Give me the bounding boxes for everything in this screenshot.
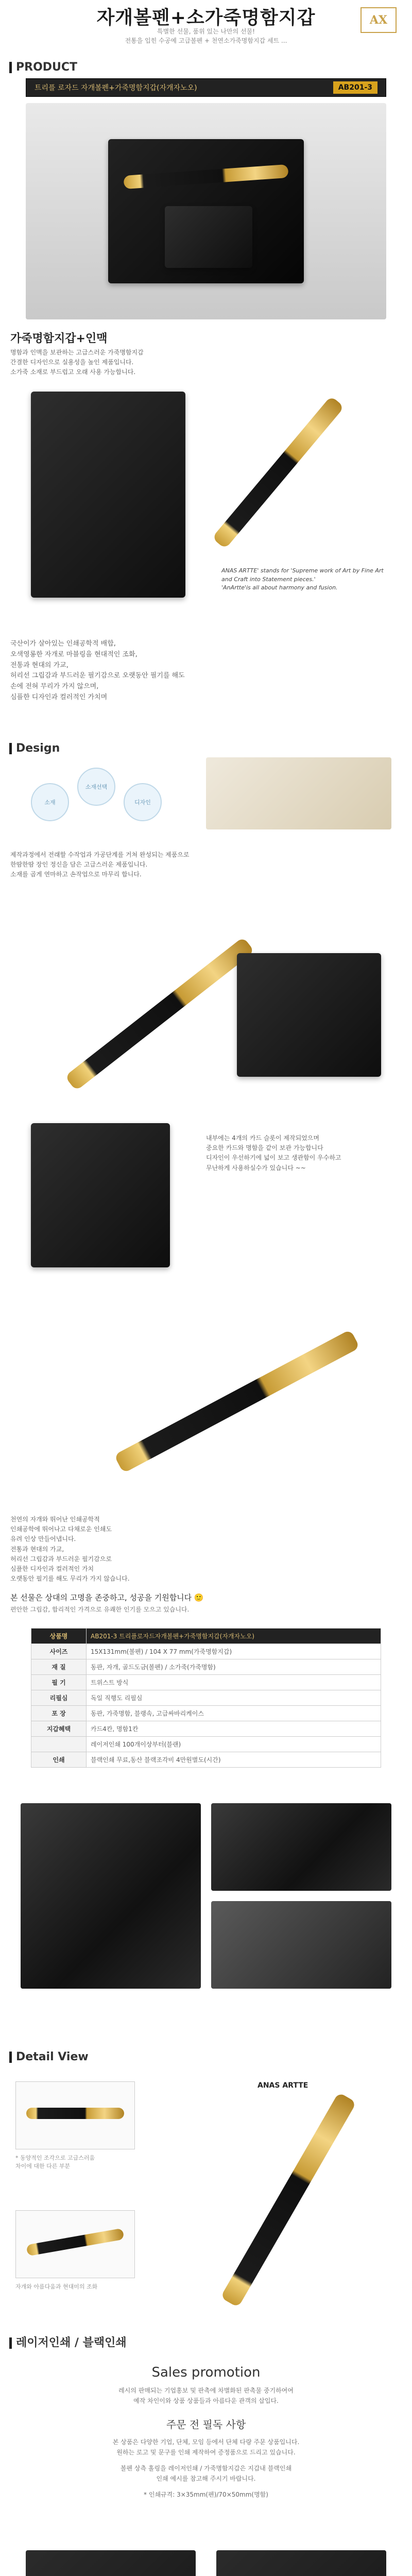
detail-pen-large [220,2092,357,2308]
spec-key: 리필심 [31,1690,87,1706]
intro-line: 오색영롱한 자개로 마블링을 현대적인 조화, [10,650,138,658]
notice [10,1592,402,1614]
subtitle-line-2: 전통을 입힌 수공예 고급볼펜 + 천연소가죽명함지갑 세트 ... [125,37,287,44]
mid-text-line: 심플한 디자인과 컬러적인 가치 [10,1565,94,1572]
design-text-line: 한땀한땀 장인 정신을 담은 고급스러운 제품입니다. [10,861,148,869]
mid-text-line: 허리선 그립감과 부드러운 필기감으로 [10,1555,112,1563]
mid-text-line: 천연의 자개와 뛰어난 인쇄공학적 [10,1516,100,1523]
wallet-photo [31,392,185,598]
spec-value: 카드4칸, 명함1칸 [87,1721,381,1737]
notice-sub: 편안한 그립감, 합리적인 가격으로 유쾌한 인기를 모으고 있습니다. [10,1606,190,1613]
item-name: 가죽명함지갑+인맥 [10,332,108,345]
detail-pen-2 [26,2228,125,2257]
spec-row [31,1721,381,1737]
detail-brand-mark: ANAS ARTTE [258,2081,308,2090]
detail-note-line: 차이에 대한 다른 부분 [15,2163,71,2170]
brand-caption-line: 'AnArtte'is all about harmony and fusion. [221,584,338,591]
header [0,0,412,57]
item-desc-line: 간결한 디자인으로 실용성을 높인 제품입니다. [10,359,134,366]
must-line: 인쇄 예시를 참고해 주시기 바랍니다. [156,2475,256,2483]
promo-lines [0,2385,412,2406]
detail-section-heading [9,2050,89,2063]
engrave-sample-right [216,2550,386,2576]
spec-key: 상품명 [31,1629,87,1644]
brand-caption-line: ANAS ARTTE' stands for 'Supreme work of Art by Fine Art [221,567,384,574]
promo-line: 예작 차인이와 상품 상품들과 아름다운 관객의 삽입다. [133,2397,279,2405]
page-title: 자개볼펜+소가죽명함지갑 [96,7,316,28]
spec-row [31,1706,381,1721]
must-line: 볼펜 상측 홀링을 레이저인쇄 / 가죽명함지갑은 지갑내 블랙인쇄 [120,2464,292,2472]
intro-line: 손에 전혀 무리가 가지 않으며, [10,683,99,691]
product-section-heading [9,61,77,74]
mid-text-1 [206,1133,391,1173]
intro-text [10,639,402,703]
spec-key: 재 질 [31,1659,87,1675]
pen-photo [212,396,344,549]
promo-line: 레시의 판매되는 기업홍보 및 판촉에 차별화된 판촉물 중기하여여 [118,2387,294,2394]
mid-text-line: 전통과 현대의 가교, [10,1545,64,1553]
mid-text-line: 유려 인상 만들어냅니다. [10,1535,76,1543]
spacer [0,2458,412,2463]
spec-value: 블랙인쇄 무료,동산 블랙조각비 4만원별도(시간) [87,1752,381,1768]
spec-value: 독일 직행도 리필심 [87,1690,381,1706]
product-code-badge: AB201-3 [333,81,377,94]
wallet-closed [31,1123,170,1267]
detail-box-2 [15,2210,135,2278]
mid-text-line: 무난하게 사용하실수가 있습니다 ~~ [206,1164,306,1172]
design-circle-1: 소재 [31,783,69,821]
pen-closeup [65,937,255,1091]
design-text [10,850,402,880]
spec-table [31,1628,381,1768]
spec-row [31,1737,381,1752]
item-desc [10,348,402,378]
spec-value: 동판, 자개, 골드도금(볼펜) / 소가죽(가죽명함) [87,1659,381,1675]
detail-pen-1 [26,2108,124,2119]
spec-row [31,1644,381,1659]
heading-bar [9,62,12,73]
design-photo [206,757,391,829]
detail-note-line: * 동양적인 조각으로 고급스러움 [15,2155,95,2161]
design-text-line: 소재를 곱게 연마하고 손작업으로 마무리 합니다. [10,871,142,878]
engrave-sample-left [26,2550,196,2576]
intro-line: 허리선 그립감과 부드러운 필기감으로 오랫동안 필기를 해도 [10,672,185,680]
pen-large [114,1329,360,1473]
must-read-title: 주문 전 필독 사항 [166,2418,246,2431]
spec-key: 지갑혜택 [31,1721,87,1737]
spec-key: 포 장 [31,1706,87,1721]
collage-photo-1 [21,1803,201,1989]
spec-value: 15X131mm(볼펜) / 104 X 77 mm(가죽명함지갑) [87,1644,381,1659]
must-line: * 인쇄규격: 3×35mm(펜)/70×50mm(명함) [144,2490,268,2498]
design-label: Design [16,742,60,755]
item-info [10,330,402,376]
spec-header-row [31,1629,381,1644]
spec-key: 인쇄 [31,1752,87,1768]
detail-note-1 [15,2154,134,2170]
spec-row [31,1659,381,1675]
spec-value: AB201-3 트리플로자드자개볼펜+가죽명함지갑(자개자노오) [87,1629,381,1644]
mid-text-line: 중요한 카드와 명함을 같이 보관 가능합니다 [206,1144,323,1152]
mid-text-line: 인쇄공학에 뛰어나고 다채로운 인쇄도 [10,1526,112,1533]
item-desc-line: 명함과 인맥을 보관하는 고급스러운 가죽명함지갑 [10,349,144,356]
subtitle-line-1: 특별한 선물, 품위 있는 나만의 선물! [157,28,255,35]
spec-key: 필 기 [31,1675,87,1690]
mid-text-line: 디자인이 우선하기에 넓이 보고 생관함이 우수하고 [206,1154,341,1162]
detail-label: Detail View [16,2050,89,2063]
spec-key: 사이즈 [31,1644,87,1659]
wallet-image [165,206,252,268]
spec-value: 트위스트 방식 [87,1675,381,1690]
mid-text-line: 오랫동안 필기를 해도 무리가 가지 않습니다. [10,1575,130,1583]
design-circle-3: 디자인 [124,783,162,821]
mid-text-line: 내부에는 4개의 카드 슬롯이 제작되었으며 [206,1134,319,1142]
spec-value: 동판, 가죽명함, 블랭속, 고급싸바리케이스 [87,1706,381,1721]
engrave-label: 레이저인쇄 / 블랙인쇄 [16,2336,127,2349]
design-section-heading [9,742,60,755]
mid-text-2 [10,1515,216,1584]
collage-photo-3 [211,1901,391,1989]
spec-row [31,1752,381,1768]
detail-box-1 [15,2081,135,2149]
intro-line: 심플한 디자인과 컬러적인 가치며 [10,693,108,701]
spec-value: 레이저인쇄 100개이상부터(블랜) [87,1737,381,1752]
promo-title: Sales promotion [151,2365,261,2380]
brand-logo [360,7,397,33]
hero-photo [26,103,386,319]
product-label: PRODUCT [16,61,78,74]
collage-photo-2 [211,1803,391,1891]
brand-caption [221,567,397,592]
intro-line: 국산이가 살아있는 인쇄공학적 배합, [10,640,116,648]
spacer [0,2484,412,2489]
intro-line: 전통과 현대의 가교, [10,661,68,669]
must-line: 원하는 로고 및 문구를 인쇄 제작하여 증정품으로 드리고 있습니다. [116,2449,296,2456]
must-line: 본 상품은 다양한 기업, 단체, 모임 등에서 단체 다량 주문 상품입니다. [112,2438,300,2446]
heading-bar [9,743,12,754]
brand-logo-text: AX [369,13,388,27]
wallet-open [237,953,381,1077]
detail-note-2: 자개와 아름다움과 현대미의 조화 [15,2283,98,2290]
design-circle-2: 소재선택 [77,768,115,806]
brand-caption-line: and Craft into Statement pieces.' [221,575,316,583]
must-read-lines [0,2437,412,2500]
spec-row [31,1675,381,1690]
item-desc-line: 소가죽 소재로 부드럽고 오래 사용 가능합니다. [10,368,136,376]
product-banner [26,78,386,97]
heading-bar [9,2337,12,2349]
notice-line: 본 선물은 상대의 고명을 존중하고, 성공을 기원합니다 🙂 [10,1593,204,1602]
product-banner-text: 트리플 로자드 자개볼펜+가죽명함지갑(자개자노오) [35,84,197,92]
heading-bar [9,2052,12,2063]
engrave-section-heading [9,2334,127,2350]
design-text-line: 제작과정에서 전래할 수작업과 가공단계를 거쳐 완성되는 제품으로 [10,851,190,858]
spec-key [31,1737,87,1752]
spec-row [31,1690,381,1706]
